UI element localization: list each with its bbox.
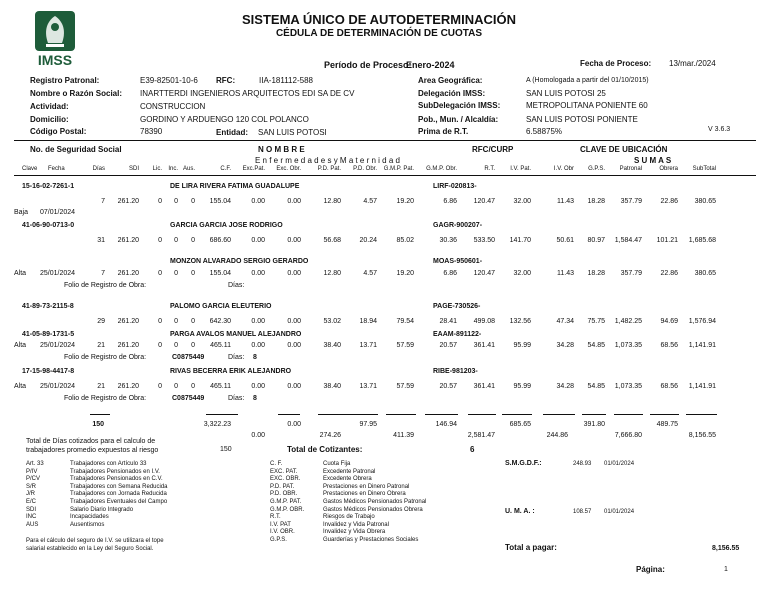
- row-gps: 18.28: [587, 270, 605, 277]
- total-dias: 150: [92, 421, 104, 428]
- row-pdpat: 53.02: [323, 318, 341, 325]
- row-dias: 21: [97, 383, 105, 390]
- legend-value: Trabajadores con Semana Reducida: [70, 483, 168, 490]
- row-sdi: 261.20: [117, 198, 139, 205]
- col-header: I.V. Pat.: [510, 166, 531, 172]
- row-excobr: 0.00: [287, 270, 301, 277]
- folio-label: Folio de Registro de Obra:: [64, 354, 147, 361]
- row-rt: 361.41: [473, 383, 495, 390]
- total-separator: [543, 414, 575, 415]
- legend-value: Cuota Fija: [323, 461, 351, 467]
- col-header: Lic.: [152, 166, 162, 172]
- fecha-proceso-value: 13/mar./2024: [669, 59, 716, 68]
- total-patronal: 7,666.80: [614, 432, 642, 439]
- row-ivobr: 50.61: [556, 237, 574, 244]
- worker-name: PARGA AVALOS MANUEL ALEJANDRO: [170, 331, 302, 338]
- total-separator: [614, 414, 643, 415]
- row-sdi: 261.20: [117, 318, 139, 325]
- legend-value: Trabajadores con Jornada Reducida: [70, 491, 167, 498]
- legend-value: Excedente Patronal: [323, 468, 376, 475]
- row-cf: 155.04: [209, 198, 231, 205]
- row-subtotal: 1,685.68: [688, 237, 716, 244]
- row-clave: Alta: [14, 270, 27, 277]
- entidad-label: Entidad:: [216, 128, 248, 137]
- legend-key: INC: [26, 514, 37, 521]
- subdelegacion-label: SubDelegación IMSS:: [418, 101, 501, 110]
- legend-key: P.D. PAT.: [270, 483, 295, 490]
- row-excpat: 0.00: [251, 318, 265, 325]
- legend-key: AUS: [26, 521, 39, 528]
- uma-label: U. M. A. :: [505, 508, 535, 515]
- row-excpat: 0.00: [251, 198, 265, 205]
- row-gmpobr: 30.36: [439, 237, 457, 244]
- legend-value: Trabajadores Pensionados en I.V.: [70, 468, 160, 475]
- smgdf-date: 01/01/2024: [604, 461, 635, 467]
- total-ivpat: 685.65: [509, 421, 531, 428]
- row-excpat: 0.00: [251, 383, 265, 390]
- logo-text: IMSS: [37, 52, 73, 68]
- row-gmpobr: 6.86: [443, 198, 457, 205]
- total-separator: [686, 414, 717, 415]
- col-header: Exc. Obr.: [276, 166, 301, 172]
- smgdf-value: 248.93: [573, 461, 592, 467]
- row-gmppat: 79.54: [396, 318, 414, 325]
- row-ivpat: 95.99: [513, 342, 531, 349]
- row-aus: 0: [191, 198, 195, 205]
- row-obrera: 22.86: [660, 270, 678, 277]
- row-gps: 18.28: [587, 198, 605, 205]
- eym-header: E n f e r m e d a d e s y M a t e r n i d a d: [255, 156, 400, 165]
- total-cf: 3,322.23: [203, 421, 231, 428]
- col-header: G.P.S.: [588, 166, 605, 172]
- total-pdobr: 97.95: [359, 421, 377, 428]
- col-header: P.D. Pat.: [317, 166, 341, 172]
- divider: [14, 175, 756, 176]
- row-pdobr: 4.57: [363, 198, 377, 205]
- col-header: G.M.P. Pat.: [383, 166, 414, 172]
- total-pdpat: 274.26: [319, 432, 341, 439]
- row-patronal: 1,073.35: [614, 342, 642, 349]
- periodo-value: Enero-2024: [406, 60, 455, 70]
- total-excobr: 0.00: [287, 421, 301, 428]
- row-subtotal: 380.65: [694, 270, 716, 277]
- total-separator: [386, 414, 416, 415]
- row-dias: 31: [97, 237, 105, 244]
- folio-label: Folio de Registro de Obra:: [64, 282, 147, 289]
- worker-rfc: RIBE-981203-: [433, 368, 478, 375]
- row-fecha: 25/01/2024: [40, 270, 76, 277]
- col-header: SDI: [128, 166, 139, 172]
- row-ivpat: 32.00: [513, 270, 531, 277]
- row-gps: 80.97: [587, 237, 605, 244]
- col-header: G.M.P. Obr.: [426, 166, 457, 172]
- row-cf: 686.60: [209, 237, 231, 244]
- row-pdobr: 20.24: [359, 237, 377, 244]
- total-separator: [206, 414, 238, 415]
- row-subtotal: 380.65: [694, 198, 716, 205]
- entidad-value: SAN LUIS POTOSI: [258, 128, 327, 137]
- nombre-header: N O M B R E: [258, 145, 305, 154]
- row-pdpat: 12.80: [323, 198, 341, 205]
- row-gmpobr: 28.41: [439, 318, 457, 325]
- poblacion-value: SAN LUIS POTOSI PONIENTE: [526, 115, 638, 124]
- total-separator: [650, 414, 679, 415]
- row-ivobr: 11.43: [557, 270, 574, 277]
- legend-key: R.T.: [270, 514, 281, 521]
- worker-rfc: EAAM-891122-: [433, 331, 482, 338]
- row-inc: 0: [174, 237, 178, 244]
- legend-key: P.D. OBR.: [270, 491, 298, 498]
- poblacion-label: Pob., Mun. / Alcaldía:: [418, 115, 499, 124]
- legend-value: Gastos Médicos Pensionados Obrera: [323, 506, 423, 513]
- pagina-label: Página:: [636, 565, 665, 574]
- actividad-value: CONSTRUCCION: [140, 102, 206, 111]
- col-header: Obrera: [659, 166, 678, 172]
- row-aus: 0: [191, 270, 195, 277]
- worker-name: MONZON ALVARADO SERGIO GERARDO: [170, 258, 309, 265]
- col-header: Fecha: [48, 166, 65, 172]
- folio-dias-label: Días:: [228, 282, 245, 289]
- legend-key: E/C: [26, 499, 37, 505]
- baja-fecha: 07/01/2024: [40, 209, 76, 216]
- row-lic: 0: [158, 383, 162, 390]
- fecha-proceso-label: Fecha de Proceso:: [580, 59, 652, 68]
- total-subtotal: 8,156.55: [688, 432, 716, 439]
- total-ivobr: 244.86: [546, 432, 568, 439]
- row-cf: 465.11: [210, 342, 231, 349]
- legend-value: Trabajadores Pensionados en C.V.: [70, 476, 163, 483]
- legend-key: I.V. OBR.: [270, 529, 295, 536]
- smgdf-label: S.M.G.D.F.:: [505, 460, 542, 467]
- delegacion-value: SAN LUIS POTOSI 25: [526, 89, 606, 98]
- row-rt: 361.41: [473, 342, 495, 349]
- worker-rfc: GAGR-900207-: [433, 222, 483, 229]
- row-dias: 29: [97, 318, 105, 325]
- iv-note: Para el cálculo del seguro de I.V. se utilizara el tope salarial establecido en la Ley del Seguro Social.: [26, 538, 164, 552]
- domicilio-label: Domicilio:: [30, 115, 69, 124]
- row-excpat: 0.00: [251, 342, 265, 349]
- row-rt: 499.08: [473, 318, 495, 325]
- row-lic: 0: [158, 342, 162, 349]
- legend-key: Art. 33: [26, 461, 44, 467]
- row-cf: 155.04: [209, 270, 231, 277]
- legend-value: Riesgos de Trabajo: [323, 514, 375, 521]
- folio-dias: 8: [253, 354, 257, 361]
- total-separator: [502, 414, 532, 415]
- row-ivpat: 141.70: [509, 237, 531, 244]
- col-header: C.F.: [220, 166, 231, 172]
- row-gps: 54.85: [587, 383, 605, 390]
- row-gmpobr: 20.57: [439, 342, 457, 349]
- row-ivobr: 11.43: [557, 198, 574, 205]
- worker-nss: 15-16-02-7261-1: [22, 183, 75, 190]
- legend-key: EXC. PAT.: [270, 468, 298, 475]
- baja-label: Baja: [14, 209, 29, 216]
- row-gmpobr: 6.86: [443, 270, 457, 277]
- row-sdi: 261.20: [117, 270, 139, 277]
- row-ivpat: 32.00: [513, 198, 531, 205]
- row-inc: 0: [174, 318, 178, 325]
- row-rt: 120.47: [473, 270, 495, 277]
- row-obrera: 22.86: [660, 198, 678, 205]
- row-ivpat: 132.56: [509, 318, 531, 325]
- folio-value: C0875449: [172, 354, 205, 361]
- total-pagar-label: Total a pagar:: [505, 543, 557, 552]
- total-gps: 391.80: [583, 421, 605, 428]
- row-pdpat: 38.40: [323, 383, 341, 390]
- worker-nss: 41-05-89-1731-5: [22, 331, 75, 338]
- row-ivpat: 95.99: [513, 383, 531, 390]
- col-header: Días: [92, 166, 105, 172]
- clave-ubicacion-header: CLAVE DE UBICACIÓN: [580, 145, 668, 154]
- dias-cotizados-label: Total de Días cotizados para el calculo de trabajadores promedio expuestos al riesgo: [26, 438, 159, 454]
- razon-social-label: Nombre o Razón Social:: [30, 89, 123, 98]
- row-aus: 0: [191, 383, 195, 390]
- legend-value: Trabajadores con Artículo 33: [70, 461, 147, 467]
- row-inc: 0: [174, 383, 178, 390]
- prima-rt-value: 6.58875%: [526, 127, 563, 136]
- row-clave: Alta: [14, 383, 27, 390]
- area-geografica-value: A (Homologada a partir del 01/10/2015): [526, 77, 649, 84]
- worker-name: GARCIA GARCIA JOSE RODRIGO: [170, 222, 283, 229]
- worker-name: RIVAS BECERRA ERIK ALEJANDRO: [170, 368, 292, 375]
- row-patronal: 357.79: [620, 270, 642, 277]
- legend-value: Prestaciones en Dinero Obrera: [323, 491, 406, 498]
- pagina-value: 1: [724, 566, 728, 573]
- row-ivobr: 34.28: [556, 342, 574, 349]
- legend-value: Invalidez y Vida Obrera: [323, 529, 386, 536]
- registro-value: E39-82501-10-6: [140, 76, 198, 85]
- legend-value: Ausentismos: [70, 521, 105, 528]
- periodo-label: Período de Proceso:: [324, 60, 412, 70]
- row-fecha: 25/01/2024: [40, 383, 76, 390]
- version-label: V 3.6.3: [708, 126, 731, 133]
- legend-value: Gastos Médicos Pensionados Patronal: [323, 499, 427, 505]
- cotizantes-label: Total de Cotizantes:: [287, 445, 363, 454]
- row-sdi: 261.20: [117, 342, 139, 349]
- divider: [14, 140, 756, 141]
- row-dias: 7: [101, 198, 105, 205]
- row-cf: 465.11: [210, 383, 231, 390]
- folio-dias-label: Días:: [228, 395, 245, 402]
- legend-key: G.P.S.: [270, 537, 287, 543]
- folio-label: Folio de Registro de Obra:: [64, 395, 147, 402]
- rfc-curp-header: RFC/CURP: [472, 145, 514, 154]
- uma-value: 108.57: [573, 509, 592, 515]
- prima-rt-label: Prima de R.T.: [418, 127, 469, 136]
- rfc-value: IIA-181112-588: [259, 76, 313, 85]
- legend-key: SDI: [26, 506, 37, 513]
- row-patronal: 1,584.47: [614, 237, 642, 244]
- row-pdpat: 56.68: [323, 237, 341, 244]
- row-obrera: 68.56: [660, 342, 678, 349]
- row-clave: Alta: [14, 342, 27, 349]
- row-lic: 0: [158, 270, 162, 277]
- row-ivobr: 34.28: [556, 383, 574, 390]
- row-ivobr: 47.34: [556, 318, 574, 325]
- sumas-header: S U M A S: [634, 156, 672, 165]
- row-obrera: 101.21: [656, 237, 678, 244]
- legend-value: Invalidez y Vida Patronal: [323, 521, 389, 528]
- worker-rfc: MOAS-950601-: [433, 258, 483, 265]
- row-excobr: 0.00: [287, 342, 301, 349]
- delegacion-label: Delegación IMSS:: [418, 89, 486, 98]
- total-obrera: 489.75: [656, 421, 678, 428]
- row-pdobr: 13.71: [359, 342, 377, 349]
- legend-value: Trabajadores Eventuales del Campo: [70, 499, 168, 505]
- row-aus: 0: [191, 237, 195, 244]
- legend-value: Incapacidades: [70, 514, 109, 521]
- document-title: SISTEMA ÚNICO DE AUTODETERMINACIÓN: [242, 12, 516, 27]
- total-gmpobr: 146.94: [435, 421, 457, 428]
- col-header: Patronal: [619, 166, 642, 172]
- codigo-postal-label: Código Postal:: [30, 127, 87, 136]
- row-obrera: 94.69: [660, 318, 678, 325]
- col-header: R.T.: [484, 166, 495, 172]
- row-pdobr: 4.57: [363, 270, 377, 277]
- total-pagar-value: 8,156.55: [712, 545, 740, 552]
- row-dias: 7: [101, 270, 105, 277]
- legend-key: G.M.P. OBR.: [270, 506, 305, 513]
- row-inc: 0: [174, 342, 178, 349]
- worker-name: PALOMO GARCIA ELEUTERIO: [170, 303, 272, 310]
- razon-social-value: INARTTERDI INGENIEROS ARQUITECTOS EDI SA DE CV: [140, 89, 355, 98]
- row-pdobr: 18.94: [359, 318, 377, 325]
- dias-cotizados-value: 150: [220, 446, 232, 453]
- row-gmppat: 19.20: [396, 270, 414, 277]
- row-pdobr: 13.71: [359, 383, 377, 390]
- col-header: Aus.: [182, 166, 195, 172]
- registro-label: Registro Patronal:: [30, 76, 100, 85]
- total-separator: [278, 414, 300, 415]
- actividad-label: Actividad:: [30, 102, 69, 111]
- row-subtotal: 1,576.94: [688, 318, 716, 325]
- legend-key: C. F.: [270, 461, 283, 467]
- folio-dias: 8: [253, 395, 257, 402]
- row-rt: 120.47: [473, 198, 495, 205]
- codigo-postal-value: 78390: [140, 127, 163, 136]
- worker-rfc: PAGE-730526-: [433, 303, 481, 310]
- row-gmpobr: 20.57: [439, 383, 457, 390]
- worker-nss: 41-89-73-2115-8: [22, 303, 74, 310]
- row-excpat: 0.00: [251, 237, 265, 244]
- row-excobr: 0.00: [287, 383, 301, 390]
- col-header: Exc.Pat.: [242, 166, 265, 172]
- row-gmppat: 57.59: [396, 342, 414, 349]
- worker-name: DE LIRA RIVERA FATIMA GUADALUPE: [170, 183, 300, 190]
- row-pdpat: 38.40: [323, 342, 341, 349]
- row-fecha: 25/01/2024: [40, 342, 76, 349]
- row-gps: 54.85: [587, 342, 605, 349]
- row-lic: 0: [158, 198, 162, 205]
- total-gmppat: 411.39: [393, 432, 414, 439]
- row-subtotal: 1,141.91: [688, 342, 716, 349]
- worker-nss: 41-06-90-0713-0: [22, 222, 75, 229]
- row-pdpat: 12.80: [323, 270, 341, 277]
- uma-date: 01/01/2024: [604, 509, 635, 515]
- row-patronal: 1,482.25: [614, 318, 642, 325]
- folio-value: C0875449: [172, 395, 205, 402]
- legend-value: Excedente Obrera: [323, 476, 372, 483]
- legend-key: I.V. PAT: [270, 521, 291, 528]
- row-subtotal: 1,141.91: [688, 383, 716, 390]
- row-rt: 533.50: [473, 237, 495, 244]
- row-aus: 0: [191, 318, 195, 325]
- row-excobr: 0.00: [287, 318, 301, 325]
- legend-key: EXC. OBR.: [270, 476, 301, 483]
- legend-key: P/CV: [26, 476, 41, 483]
- row-lic: 0: [158, 318, 162, 325]
- row-gmppat: 19.20: [396, 198, 414, 205]
- total-separator: [582, 414, 606, 415]
- col-header: Clave: [22, 166, 38, 172]
- rfc-label: RFC:: [216, 76, 236, 85]
- total-separator: [318, 414, 378, 415]
- total-separator: [90, 414, 110, 415]
- row-gmppat: 85.02: [396, 237, 414, 244]
- col-header: I.V. Obr: [553, 166, 574, 172]
- folio-dias-label: Días:: [228, 354, 245, 361]
- row-excobr: 0.00: [287, 198, 301, 205]
- row-sdi: 261.20: [117, 237, 139, 244]
- legend-value: Prestaciones en Dinero Patronal: [323, 483, 410, 490]
- row-gps: 75.75: [587, 318, 605, 325]
- row-inc: 0: [174, 270, 178, 277]
- row-sdi: 261.20: [117, 383, 139, 390]
- legend-value: Guarderías y Prestaciones Sociales: [323, 537, 419, 543]
- total-excpat: 0.00: [251, 432, 265, 439]
- col-header: P.D. Obr.: [353, 166, 377, 172]
- total-rt: 2,581.47: [467, 432, 495, 439]
- area-geografica-label: Area Geográfica:: [418, 76, 483, 85]
- legend-key: S/R: [26, 483, 37, 490]
- document-subtitle: CÉDULA DE DETERMINACIÓN DE CUOTAS: [275, 28, 483, 39]
- imss-logo: [32, 10, 78, 68]
- row-cf: 642.30: [209, 318, 231, 325]
- worker-rfc: LIRF-020813-: [433, 183, 477, 190]
- col-header: SubTotal: [692, 166, 716, 172]
- row-inc: 0: [174, 198, 178, 205]
- legend-value: Salario Diario Integrado: [70, 506, 134, 513]
- row-lic: 0: [158, 237, 162, 244]
- row-obrera: 68.56: [660, 383, 678, 390]
- legend-key: J/R: [26, 491, 35, 498]
- worker-nss: 17-15-98-4417-8: [22, 368, 75, 375]
- domicilio-value: GORDINO Y ARDUENGO 120 COL POLANCO: [140, 115, 309, 124]
- row-gmppat: 57.59: [396, 383, 414, 390]
- subdelegacion-value: METROPOLITANA PONIENTE 60: [526, 101, 648, 110]
- total-separator: [425, 414, 458, 415]
- legend-key: P/IV: [26, 468, 38, 475]
- nss-header: No. de Seguridad Social: [30, 145, 122, 154]
- row-dias: 21: [97, 342, 105, 349]
- col-header: Inc.: [168, 166, 178, 172]
- legend-key: G.M.P. PAT.: [270, 499, 302, 505]
- row-patronal: 1,073.35: [614, 383, 642, 390]
- row-excpat: 0.00: [251, 270, 265, 277]
- cotizantes-value: 6: [470, 445, 475, 454]
- row-excobr: 0.00: [287, 237, 301, 244]
- row-patronal: 357.79: [620, 198, 642, 205]
- row-aus: 0: [191, 342, 195, 349]
- total-separator: [468, 414, 496, 415]
